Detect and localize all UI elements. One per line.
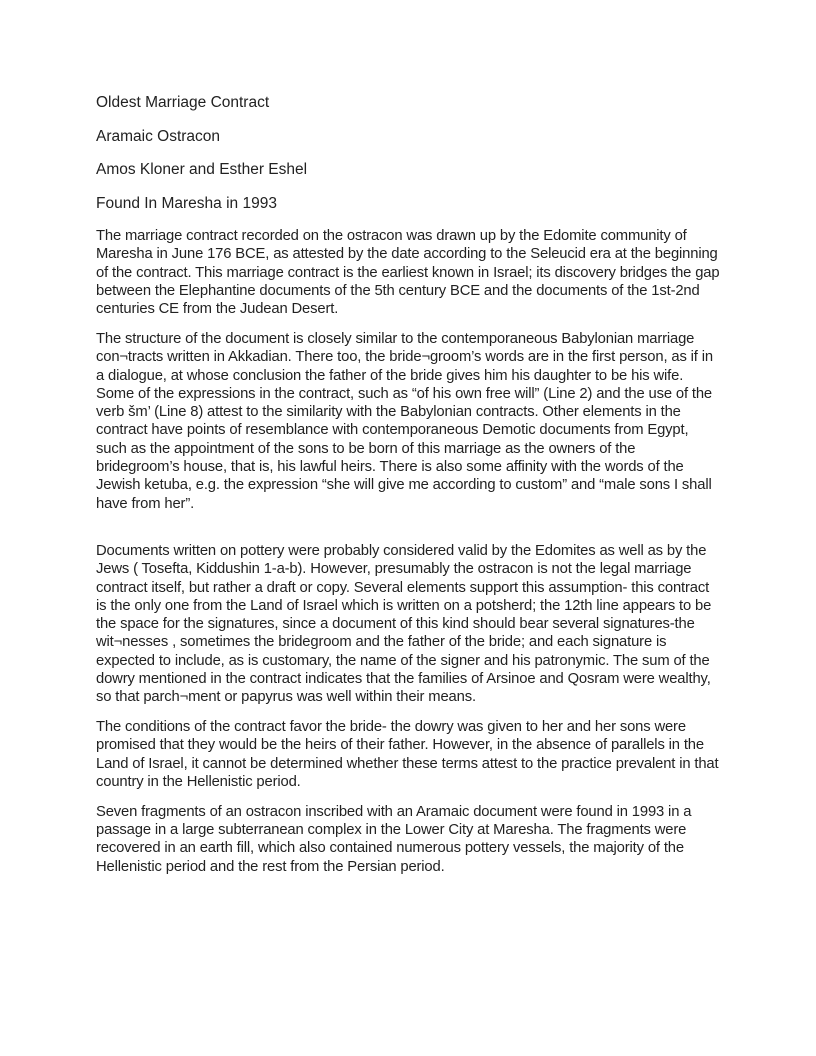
- document-subtitle: Aramaic Ostracon: [96, 127, 221, 145]
- document-body: [96, 93, 720, 888]
- document-title: Oldest Marriage Contract: [96, 94, 270, 111]
- document-authors: Amos Kloner and Esther Eshel: [96, 161, 308, 178]
- paragraph-structure: The structure of the document is closely similar to the contemporaneous Babylonian marriage con¬tracts written in Akkadian. There too, the bride¬groom’s words are in the first person, as if in a dialogue, at whose conclusion the father of the bride gives him his daughter to be his wife. Some of the expressions in the contract, such as “of his own free will” (Line 2) and the use of the verb šm’ (Line 8) attest to the similarity with the Babylonian contracts. Other elements in the contract have points of resemblance with contemporaneous Demotic documents from Egypt, such as the appointment of the sons to be born of this marriage as the owners of the bridegroom’s house, that is, his lawful heirs. There is also some affinity with the words of the Jewish ketuba, e.g. the expression “she will give me according to custom” and “male sons I shall have from her”.: [96, 330, 713, 512]
- paragraph-conditions: The conditions of the contract favor the bride- the dowry was given to her and her sons were promised that they would be the heirs of their father. However, in the absence of parallels in the Land of Israel, it cannot be determined whether these terms attest to the practice prevalent in that country in the Hellenistic period.: [96, 719, 719, 791]
- document-find-location: Found In Maresha in 1993: [96, 194, 277, 212]
- paragraph-intro: The marriage contract recorded on the ostracon was drawn up by the Edomite community of Maresha in June 176 BCE, as attested by the date according to the Seleucid era at the beginning of the contract. This marriage contract is the earliest known in Israel; its discovery bridges the gap between the Elephantine documents of the 5th century BCE and the documents of the 1st-2nd centuries CE from the Judean Desert.: [96, 228, 720, 318]
- paragraph-discovery: Seven fragments of an ostracon inscribed with an Aramaic document were found in 1993 in a passage in a large subterranean complex in the Lower City at Maresha. The fragments were recovered in an earth fill, which also contained numerous pottery vessels, the majority of the Hellenistic period and the rest from the Persian period.: [96, 803, 692, 875]
- paragraph-validity: Documents written on pottery were probably considered valid by the Edomites as well as by the Jews ( Tosefta, Kiddushin 1-a-b). However, presumably the ostracon is not the legal marriage contract itself, but rather a draft or copy. Several elements support this assumption- this contract is the only one from the Land of Israel which is written on a potsherd; the 12th line appears to be the space for the signatures, since a document of this kind should bear several signatures-the wit¬nesses , sometimes the bridegroom and the father of the bride; and each signature is expected to include, as is customary, the name of the signer and his patronymic. The sum of the dowry mentioned in the contract indicates that the families of Arsinoe and Qosram were wealthy, so that parch¬ment or papyrus was well within their means.: [96, 542, 712, 706]
